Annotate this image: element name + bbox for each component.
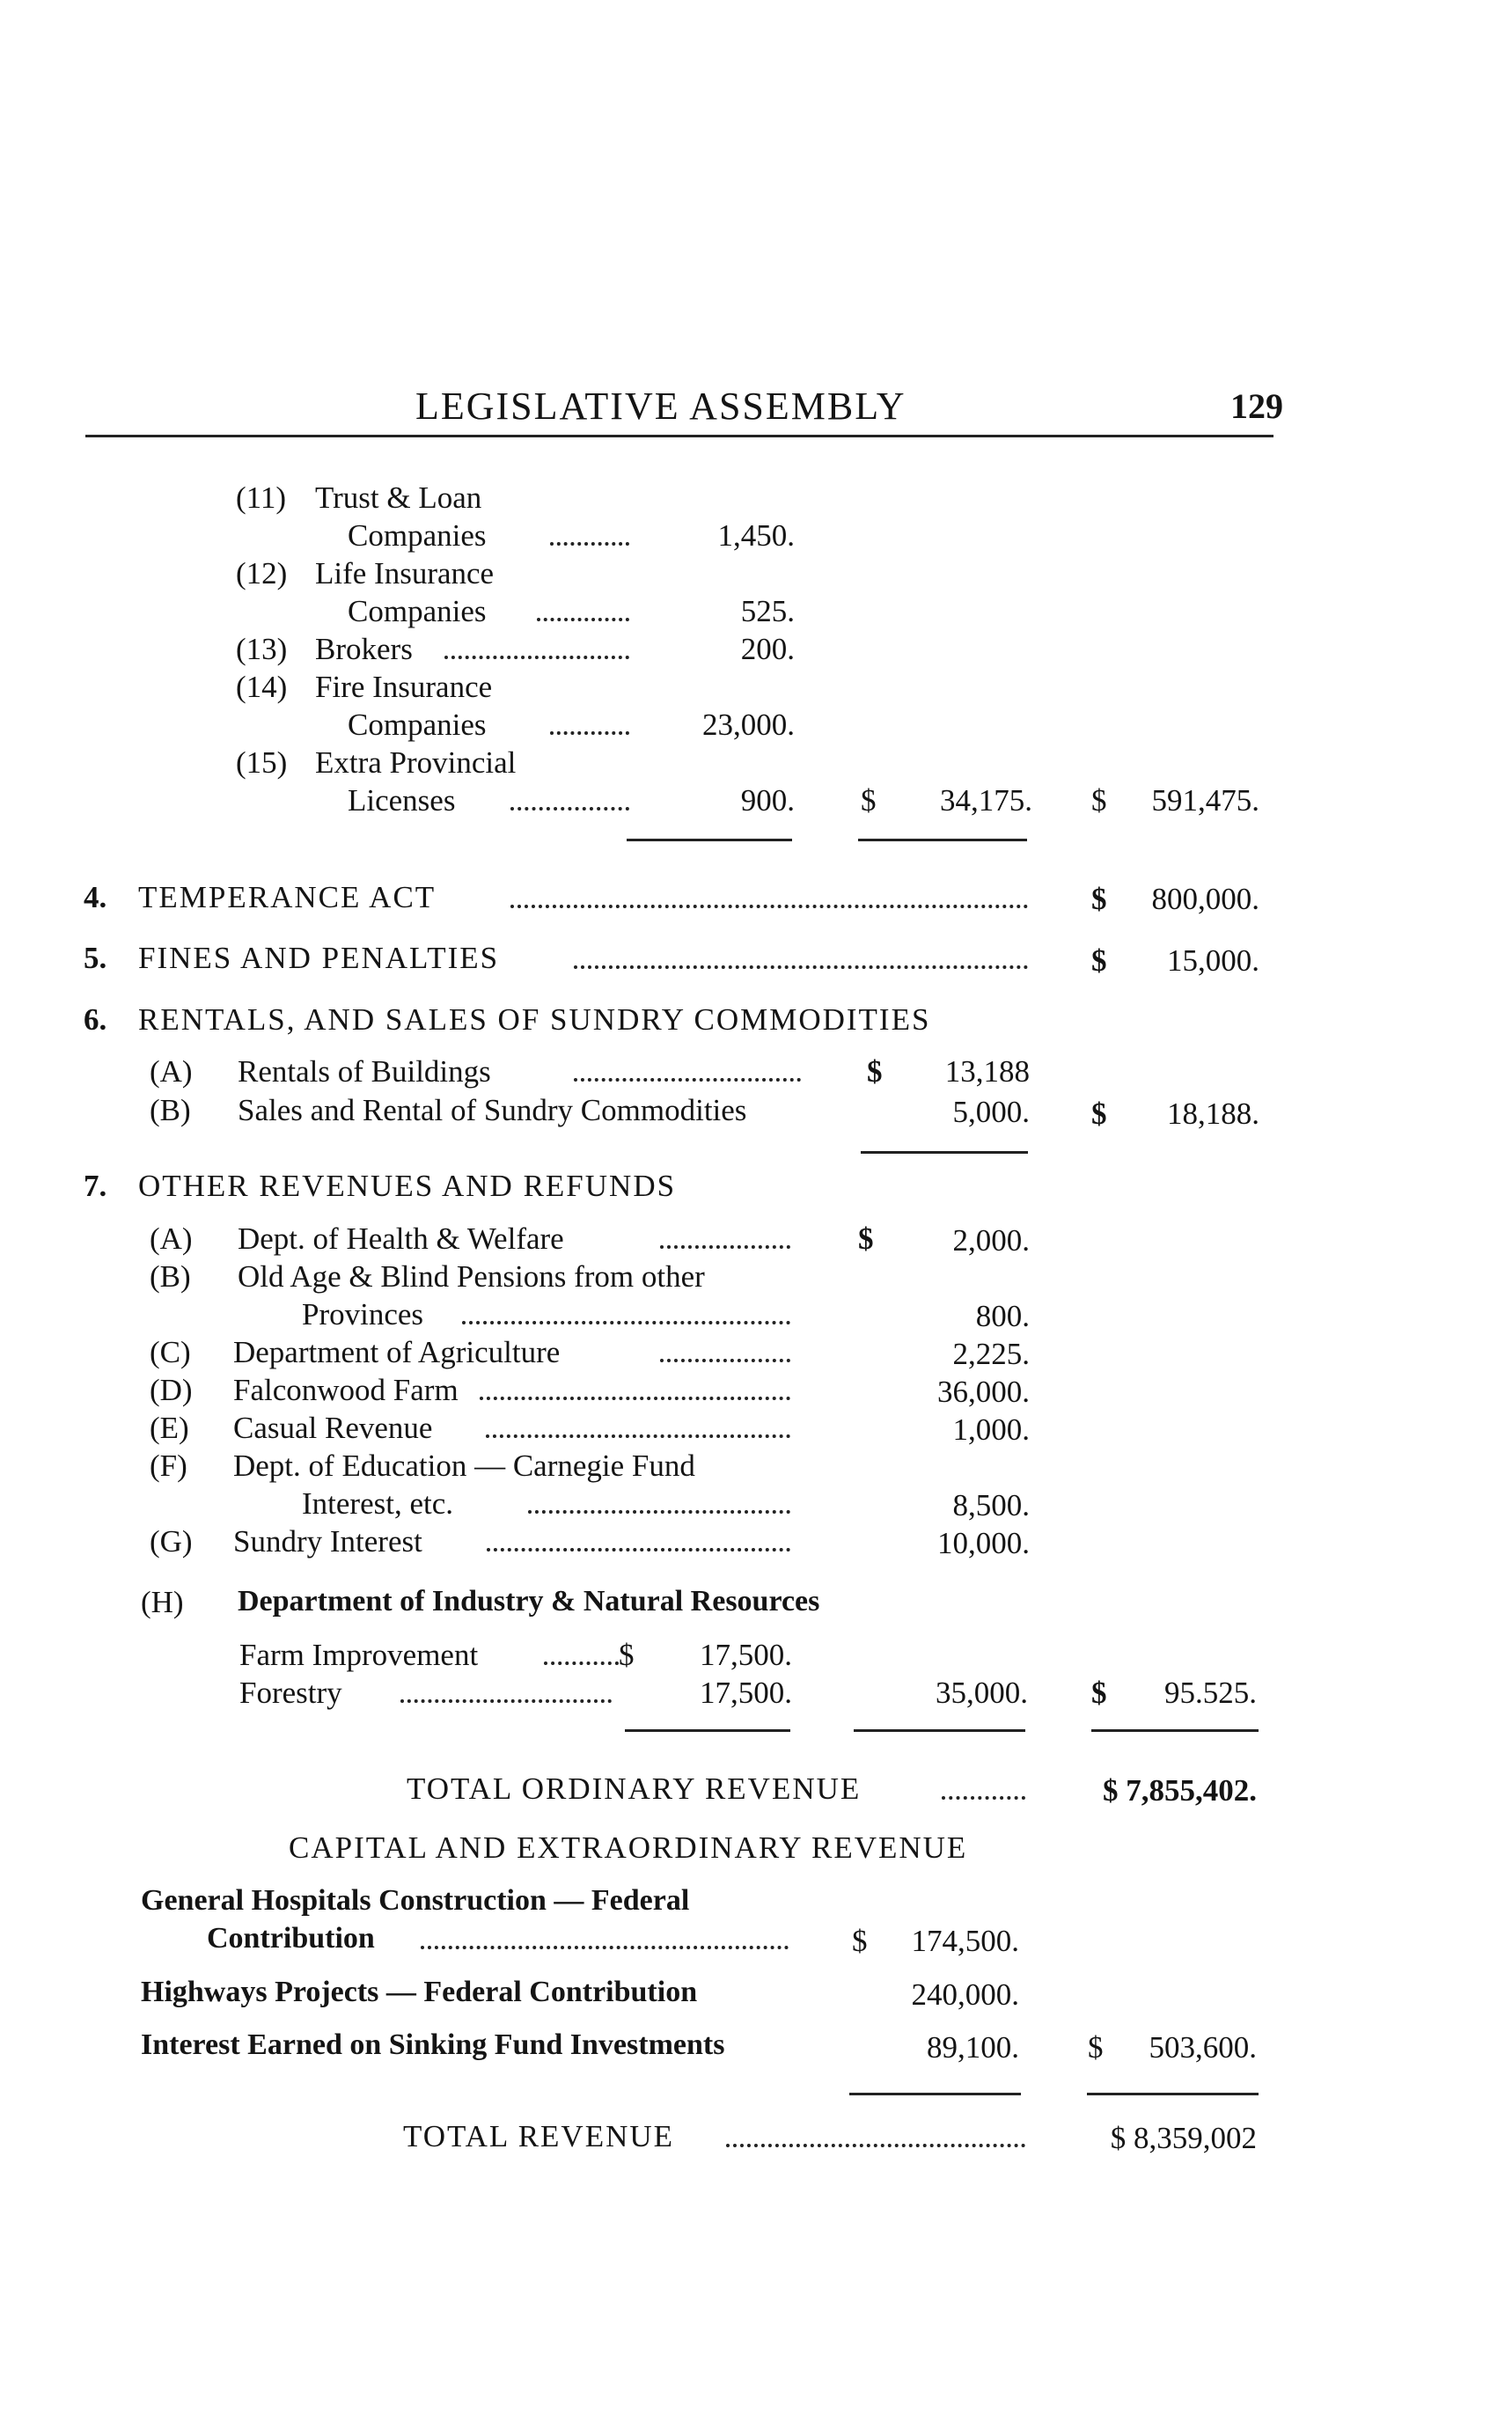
item-label: Farm Improvement (239, 1638, 479, 1672)
dot-leader (421, 1946, 789, 1949)
dot-leader (574, 965, 1028, 969)
item-amount: 89,100. (927, 2030, 1019, 2065)
dot-leader (537, 618, 629, 621)
section-title: FINES AND PENALTIES (138, 941, 500, 975)
item-amount: 1,450. (717, 518, 795, 553)
item-label: Interest Earned on Sinking Fund Investments (141, 2028, 725, 2061)
sum-rule (858, 839, 1027, 841)
dot-leader (400, 1699, 612, 1703)
item-label: Forestry (239, 1676, 342, 1710)
subsection-title: Department of Industry & Natural Resources (238, 1585, 820, 1617)
dot-leader (544, 1661, 619, 1665)
item-amount: 2,225. (952, 1337, 1030, 1371)
item-amount: 36,000. (937, 1375, 1030, 1409)
item-letter: (A) (150, 1221, 193, 1256)
item-label: Falconwood Farm (233, 1373, 459, 1407)
item-label: Contribution (207, 1922, 375, 1955)
dollar-sign: $ (1091, 783, 1107, 818)
dollar-sign: $ (852, 1924, 868, 1958)
ordinary-total: $ 7,855,402. (1103, 1773, 1257, 1808)
page-number: 129 (1230, 386, 1283, 426)
item-label: Highways Projects — Federal Contribution (141, 1976, 698, 2008)
item-label: Rentals of Buildings (238, 1054, 491, 1089)
item-label: Trust & Loan (315, 480, 482, 515)
dot-leader (942, 1796, 1025, 1800)
item-label: Sundry Interest (233, 1524, 422, 1559)
item-label: Dept. of Education — Carnegie Fund (233, 1449, 695, 1483)
item-letter: (B) (150, 1259, 191, 1294)
item-amount: 900. (740, 783, 795, 818)
dollar-sign: $ (867, 1054, 883, 1089)
page-title: LEGISLATIVE ASSEMBLY (415, 385, 906, 428)
sum-rule (849, 2093, 1021, 2095)
item-label: Interest, etc. (302, 1486, 453, 1521)
item-number: (15) (236, 745, 288, 780)
item-amount: 2,000. (952, 1223, 1030, 1258)
item-label: Licenses (348, 783, 456, 818)
dot-leader (462, 1321, 790, 1324)
dollar-sign: $ (1088, 2030, 1104, 2065)
subtotal-amount: 35,000. (936, 1676, 1028, 1710)
item-amount: 8,500. (952, 1488, 1030, 1522)
dot-leader (444, 656, 629, 659)
item-label: Brokers (315, 632, 413, 666)
header-rule (85, 435, 1273, 437)
section-total: 15,000. (1167, 943, 1259, 978)
sum-rule (1087, 2093, 1259, 2095)
item-amount: 17,500. (700, 1638, 792, 1672)
item-letter: (C) (150, 1335, 191, 1369)
dollar-sign: $ (1091, 943, 1107, 978)
item-label: Provinces (302, 1297, 424, 1331)
dollar-sign: $ (619, 1638, 635, 1672)
dot-leader (660, 1245, 790, 1249)
dollar-sign: $ (1091, 882, 1107, 916)
section-total: 95.525. (1164, 1676, 1257, 1710)
item-label: Companies (348, 708, 487, 742)
item-label: Department of Agriculture (233, 1335, 561, 1369)
item-number: (12) (236, 556, 288, 590)
item-amount: 10,000. (937, 1526, 1030, 1560)
item-label: Sales and Rental of Sundry Commodities (238, 1093, 747, 1127)
item-letter: (G) (150, 1524, 193, 1559)
item-number: (11) (236, 480, 287, 515)
item-letter: (D) (150, 1373, 193, 1407)
item-label: Fire Insurance (315, 670, 493, 704)
item-label: Casual Revenue (233, 1411, 433, 1445)
section-total: 503,600. (1149, 2030, 1257, 2065)
item-number: (13) (236, 632, 288, 666)
sum-rule (1091, 1729, 1259, 1732)
dot-leader (660, 1359, 790, 1362)
dot-leader (574, 1078, 801, 1082)
item-letter: (B) (150, 1093, 191, 1127)
section-number: 5. (84, 941, 107, 975)
section-number: 6. (84, 1002, 107, 1037)
total-label: TOTAL ORDINARY REVENUE (407, 1771, 862, 1806)
sum-rule (861, 1151, 1028, 1154)
dollar-sign: $ (1091, 1097, 1107, 1131)
item-amount: 1,000. (952, 1412, 1030, 1447)
section-title: TEMPERANCE ACT (138, 880, 437, 914)
section-number: 7. (84, 1169, 107, 1203)
item-amount: 13,188 (944, 1054, 1030, 1089)
dot-leader (528, 1510, 790, 1514)
item-label: Companies (348, 594, 487, 628)
sum-rule (627, 839, 792, 841)
item-amount: 23,000. (702, 708, 795, 742)
sum-rule (625, 1729, 790, 1732)
section-number: 4. (84, 880, 107, 914)
item-number: (14) (236, 670, 288, 704)
dot-leader (487, 1548, 790, 1551)
section-title: CAPITAL AND EXTRAORDINARY REVENUE (289, 1830, 968, 1865)
section-total: 18,188. (1167, 1097, 1259, 1131)
subtotal-amount: 34,175. (940, 783, 1032, 818)
item-amount: 174,500. (911, 1924, 1019, 1958)
dot-leader (510, 905, 1028, 908)
section-total: 800,000. (1151, 882, 1259, 916)
item-label: Extra Provincial (315, 745, 517, 780)
item-amount: 800. (975, 1299, 1030, 1333)
dot-leader (550, 731, 629, 735)
dollar-sign: $ (858, 1221, 874, 1256)
item-label: General Hospitals Construction — Federal (141, 1884, 690, 1917)
item-label: Life Insurance (315, 556, 495, 590)
grand-total-label: TOTAL REVENUE (403, 2119, 675, 2153)
dot-leader (480, 1397, 790, 1400)
item-amount: 5,000. (952, 1095, 1030, 1129)
dot-leader (550, 542, 629, 546)
dot-leader (510, 807, 629, 811)
section-title: OTHER REVENUES AND REFUNDS (138, 1169, 677, 1203)
dollar-sign: $ (1091, 1676, 1107, 1710)
item-letter: (F) (150, 1449, 187, 1483)
item-label: Dept. of Health & Welfare (238, 1221, 564, 1256)
section-total: 591,475. (1151, 783, 1259, 818)
dollar-sign: $ (861, 783, 877, 818)
item-letter: (A) (150, 1054, 193, 1089)
sum-rule (854, 1729, 1025, 1732)
item-amount: 200. (740, 632, 795, 666)
dot-leader (726, 2144, 1025, 2147)
dot-leader (486, 1434, 790, 1438)
item-amount: 240,000. (911, 1977, 1019, 2012)
section-title: RENTALS, AND SALES OF SUNDRY COMMODITIES (138, 1002, 931, 1037)
item-amount: 525. (740, 594, 795, 628)
item-label: Old Age & Blind Pensions from other (238, 1259, 705, 1294)
item-letter: (E) (150, 1411, 189, 1445)
item-label: Companies (348, 518, 487, 553)
item-letter: (H) (141, 1585, 184, 1619)
item-amount: 17,500. (700, 1676, 792, 1710)
grand-total: $ 8,359,002 (1110, 2121, 1257, 2155)
